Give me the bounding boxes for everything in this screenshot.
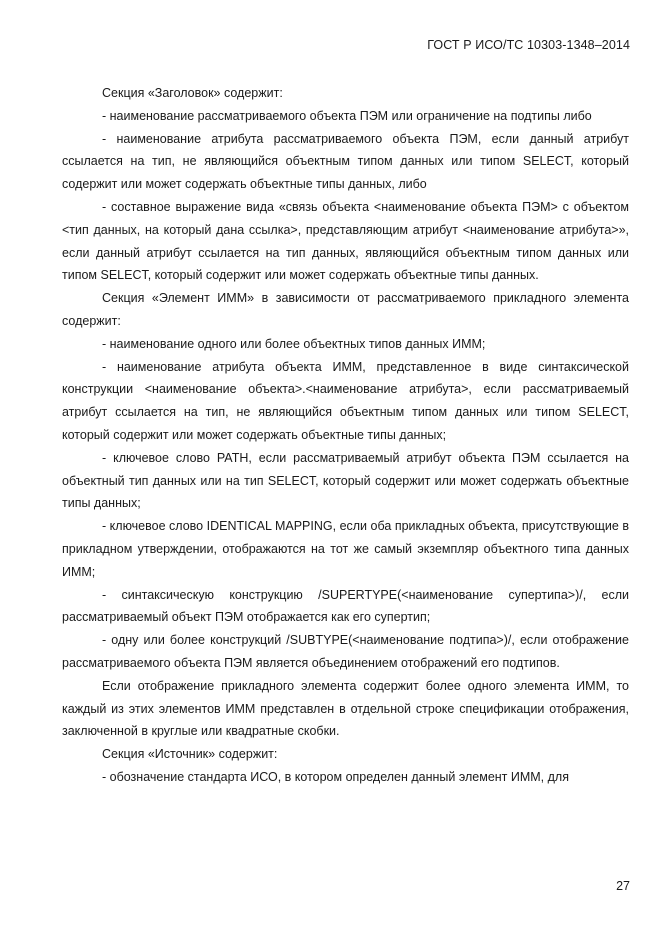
list-item: - ключевое слово PATH, если рассматриваемый атрибут объекта ПЭМ ссылается на объектный тип данных или на тип SELECT, который содержит или может содержать объектные типы данных; <box>62 450 629 511</box>
paragraph-mapping-note: Если отображение прикладного элемента содержит более одного элемента ИММ, то каждый из этих элементов ИММ представлен в отдельной строке спецификации отображения, заключенной в круглые или квадратные скобки. <box>62 678 629 739</box>
list-item: - обозначение стандарта ИСО, в котором определен данный элемент ИММ, для <box>102 769 569 784</box>
paragraph-title-section: Секция «Заголовок» содержит: <box>102 86 283 100</box>
page-number: 27 <box>616 879 630 893</box>
document-body <box>62 82 629 789</box>
list-item: - синтаксическую конструкцию /SUPERTYPE(<наименование супертипа>)/, если рассматриваемый объект ПЭМ отображается как его супертип; <box>62 587 629 625</box>
list-item: - наименование атрибута рассматриваемого объекта ПЭМ, если данный атрибут ссылается на тип, не являющийся объектным типом данных или типом SELECT, который содержит или может содержать объектные типы данных, либо <box>62 131 629 192</box>
list-item: - составное выражение вида «связь объекта <наименование объекта ПЭМ> с объектом <тип данных, на который дана ссылка>, представляющим атрибут <наименование атрибута>», если данный атрибут ссылается на тип данных, являющийся объектным типом данных или типом SELECT, который содержит или может содержать объектные типы данных. <box>62 199 629 283</box>
list-item: - наименование рассматриваемого объекта ПЭМ или ограничение на подтипы либо <box>102 108 592 123</box>
list-item: - наименование атрибута объекта ИММ, представленное в виде синтаксической конструкции <наименование объекта>.<наименование атрибута>, если рассматриваемый атрибут ссылается на тип, не являющийся объектным типом данных или типом SELECT, который содержит или может содержать объектные типы данных; <box>62 359 629 442</box>
list-item: - одну или более конструкций /SUBTYPE(<наименование подтипа>)/, если отображение рассматриваемого объекта ПЭМ является объединением отображений его подтипов. <box>62 633 629 670</box>
paragraph-element-section: Секция «Элемент ИММ» в зависимости от рассматриваемого прикладного элемента содержит: <box>62 291 629 328</box>
list-item: - ключевое слово IDENTICAL MAPPING, если оба прикладных объекта, присутствующие в прикладном утверждении, отображаются на тот же самый экземпляр объектного типа данных ИММ; <box>62 519 629 579</box>
paragraph-source-section: Секция «Источник» содержит: <box>102 747 278 762</box>
list-item: - наименование одного или более объектных типов данных ИММ; <box>102 336 486 351</box>
document-header: ГОСТ Р ИСО/ТС 10303-1348–2014 <box>427 38 630 52</box>
